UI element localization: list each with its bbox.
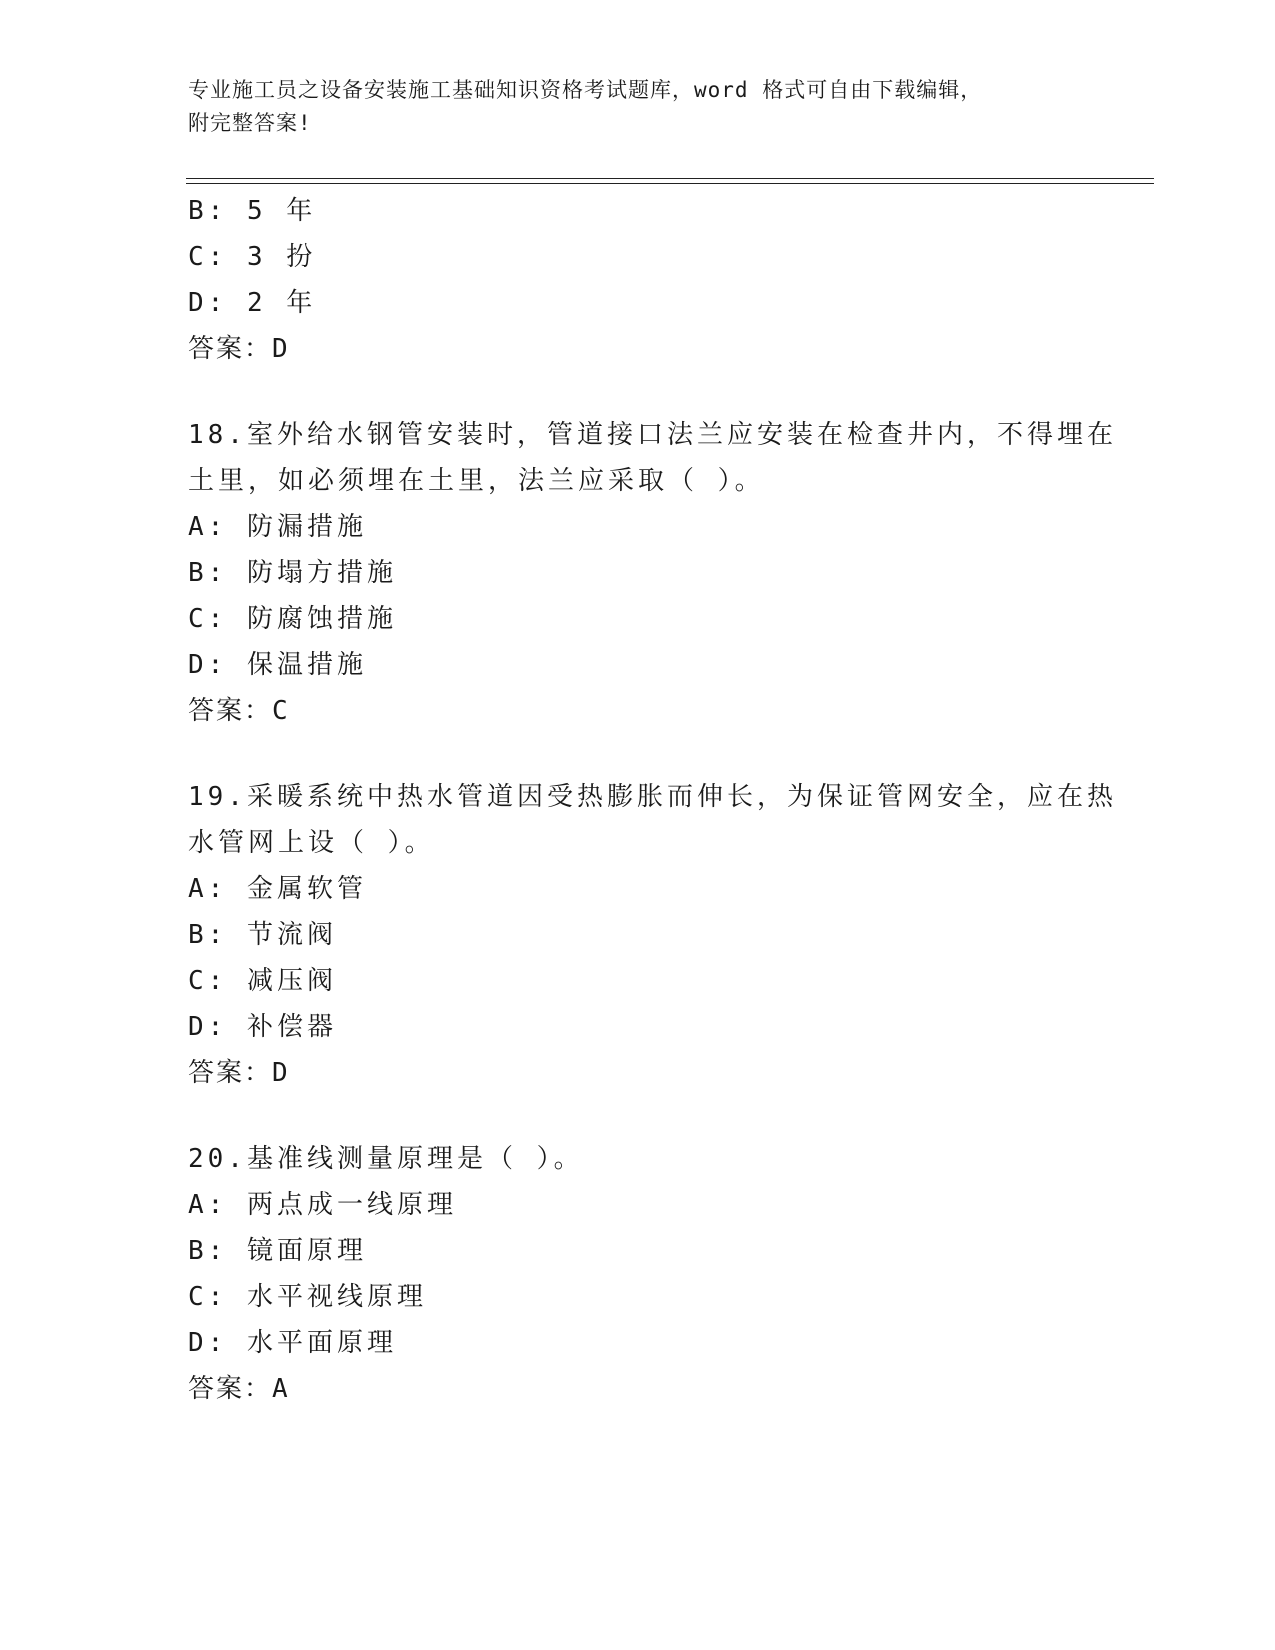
option-b: B: 防塌方措施 (188, 558, 397, 588)
option-a: A: 金属软管 (188, 874, 367, 904)
question-text-line: 20.基准线测量原理是（ ）。 (188, 1144, 584, 1174)
question-text-line: 水管网上设（ ）。 (188, 828, 435, 858)
option-a: A: 两点成一线原理 (188, 1190, 457, 1220)
question-19 (188, 774, 1117, 1096)
option-c: C: 减压阀 (188, 966, 337, 996)
question-text-line: 19.采暖系统中热水管道因受热膨胀而伸长，为保证管网安全，应在热 (188, 782, 1117, 812)
answer-line: 答案：C (188, 696, 290, 726)
option-a: A: 防漏措施 (188, 512, 367, 542)
option-d: D: 补偿器 (188, 1012, 337, 1042)
header-line-2: 附完整答案! (188, 111, 312, 135)
answer-line: 答案：D (188, 334, 290, 364)
document-header (188, 74, 1088, 140)
answer-line: 答案：D (188, 1058, 290, 1088)
option-d: D: 水平面原理 (188, 1328, 397, 1358)
option-b: B: 节流阀 (188, 920, 337, 950)
question-20 (188, 1136, 1088, 1412)
question-text-line: 土里，如必须埋在土里，法兰应采取（ ）。 (188, 466, 765, 496)
question-content (188, 188, 1117, 1412)
question-text-line: 18.室外给水钢管安装时，管道接口法兰应安装在检查井内，不得埋在 (188, 420, 1117, 450)
option-b: B: 镜面原理 (188, 1236, 367, 1266)
option-b: B: 5 年 (188, 196, 317, 226)
option-c: C: 3 扮 (188, 242, 317, 272)
option-c: C: 水平视线原理 (188, 1282, 427, 1312)
option-d: D: 2 年 (188, 288, 317, 318)
option-d: D: 保温措施 (188, 650, 367, 680)
answer-line: 答案：A (188, 1374, 290, 1404)
header-divider-bottom (186, 183, 1154, 184)
option-c: C: 防腐蚀措施 (188, 604, 397, 634)
question-18 (188, 412, 1117, 734)
header-divider-top (186, 178, 1154, 179)
header-line-1: 专业施工员之设备安装施工基础知识资格考试题库，word 格式可自由下载编辑， (188, 78, 983, 102)
question-17-continued (188, 188, 1088, 372)
